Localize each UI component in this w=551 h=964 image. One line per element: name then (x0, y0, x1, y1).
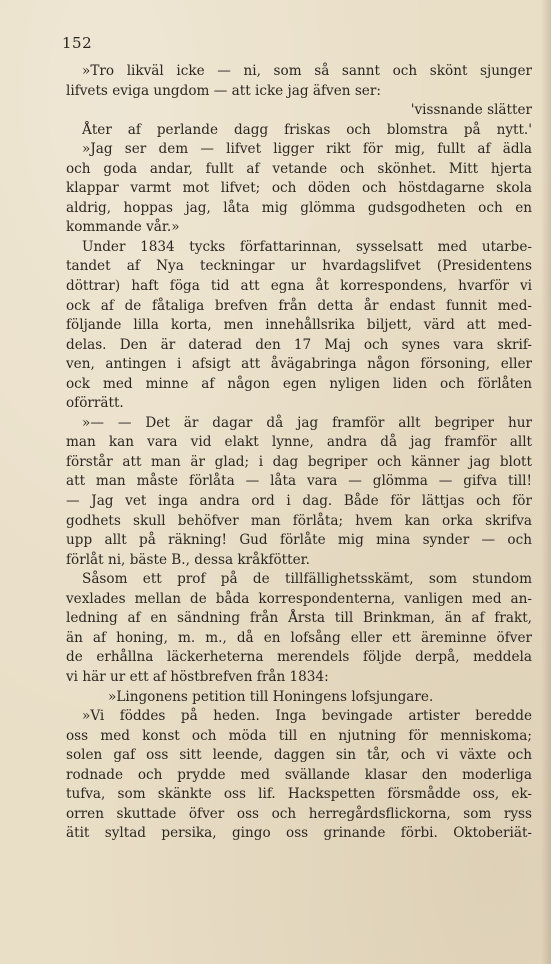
text-line: »Jag ser dem — lifvet ligger rikt för mig, fullt af ädla (82, 141, 532, 158)
text-line: följande lilla korta, men innehållsrika biljett, värd att med- (66, 317, 532, 334)
text-line: oförrätt. (66, 395, 124, 412)
text-line: döttrar) haft föga tid att egna åt korrespondens, hvarför vi (66, 278, 532, 295)
text-line: ock af de fåtaliga brefven från detta år endast funnit med- (66, 297, 532, 314)
page-edge-shadow (541, 0, 551, 964)
text-line: kommande vår.» (66, 219, 180, 236)
body-text (66, 62, 532, 844)
text-line: och goda andar, fullt af vetande och skönhet. Mitt hjerta (66, 160, 532, 177)
text-line: ledning af en sändning från Årsta till Brinkman, än af frakt, (66, 610, 532, 627)
text-line: förstår att man är glad; i dag begriper och känner jag blott (66, 453, 532, 470)
text-line: Åter af perlande dagg friskas och blomstra på nytt.' (82, 121, 532, 138)
text-line: tandet af Nya teckningar ur hvardagslifvet (Presidentens (66, 258, 532, 275)
text-line: — Jag vet inga andra ord i dag. Både för lättjas och för (66, 493, 532, 510)
text-line: 'vissnande slätter (410, 102, 532, 119)
text-line: »Lingonens petition till Honingens lofsjungare. (108, 688, 434, 705)
text-line: godhets skull behöfver man förlåta; hvem kan orka skrifva (66, 512, 532, 529)
text-line: rodnade och prydde med svällande klasar den moderliga (66, 766, 532, 783)
page-number: 152 (62, 34, 93, 52)
text-line: ock med minne af någon egen nyligen liden och förlåten (66, 375, 532, 392)
text-line: delas. Den är daterad den 17 Maj och synes vara skrif- (66, 336, 532, 353)
text-line: de erhållna läckerheterna merendels följde derpå, meddela (66, 649, 532, 666)
text-line: vi här ur ett af höstbrefven från 1834: (66, 668, 329, 685)
text-line: tufva, som skänkte oss lif. Hackspetten försmådde oss, ek- (66, 786, 532, 803)
text-line: ätit syltad persika, gingo oss grinande förbi. Oktoberiät- (66, 825, 532, 842)
text-line: oss med konst och möda till en njutning för menniskoma; (66, 727, 532, 744)
text-line: Såsom ett prof på de tillfällighetsskämt, som stundom (82, 571, 532, 588)
text-line: att man måste förlåta — låta vara — glömma — gifva till! (66, 473, 532, 490)
text-line: förlåt ni, bäste B., dessa kråkfötter. (66, 551, 310, 568)
text-line: klappar varmt mot lifvet; och döden och höstdagarne skola (66, 180, 532, 197)
text-line: »— — Det är dagar då jag framför allt begriper hur (82, 414, 532, 431)
text-line: än af honing, m. m., då en lofsång eller ett äreminne öfver (66, 629, 532, 646)
text-line: »Vi föddes på heden. Inga bevingade artister beredde (82, 708, 532, 725)
text-line: orren skuttade öfver oss och herregårdsflickorna, som ryss (66, 805, 532, 822)
text-line: Under 1834 tycks författarinnan, sysselsatt med utarbe- (82, 238, 532, 255)
text-line: solen gaf oss sitt leende, daggen sin tår, och vi växte och (66, 747, 532, 764)
text-line: »Tro likväl icke — ni, som så sannt och skönt sjunger (82, 63, 532, 79)
text-line: ven, antingen i afsigt att åvägabringa någon försoning, eller (66, 356, 532, 373)
text-line: lifvets eviga ungdom — att icke jag äfven ser: (66, 82, 381, 99)
text-line: aldrig, hoppas jag, låta mig glömma gudsgodheten och en (66, 199, 532, 216)
text-line: vexlades mellan de båda korrespondenterna, vanligen med an- (66, 590, 532, 607)
text-line: man kan vara vid elakt lynne, andra då jag framför allt (66, 434, 532, 451)
text-line: upp allt på räkning! Gud förlåte mig mina synder — och (66, 532, 532, 549)
